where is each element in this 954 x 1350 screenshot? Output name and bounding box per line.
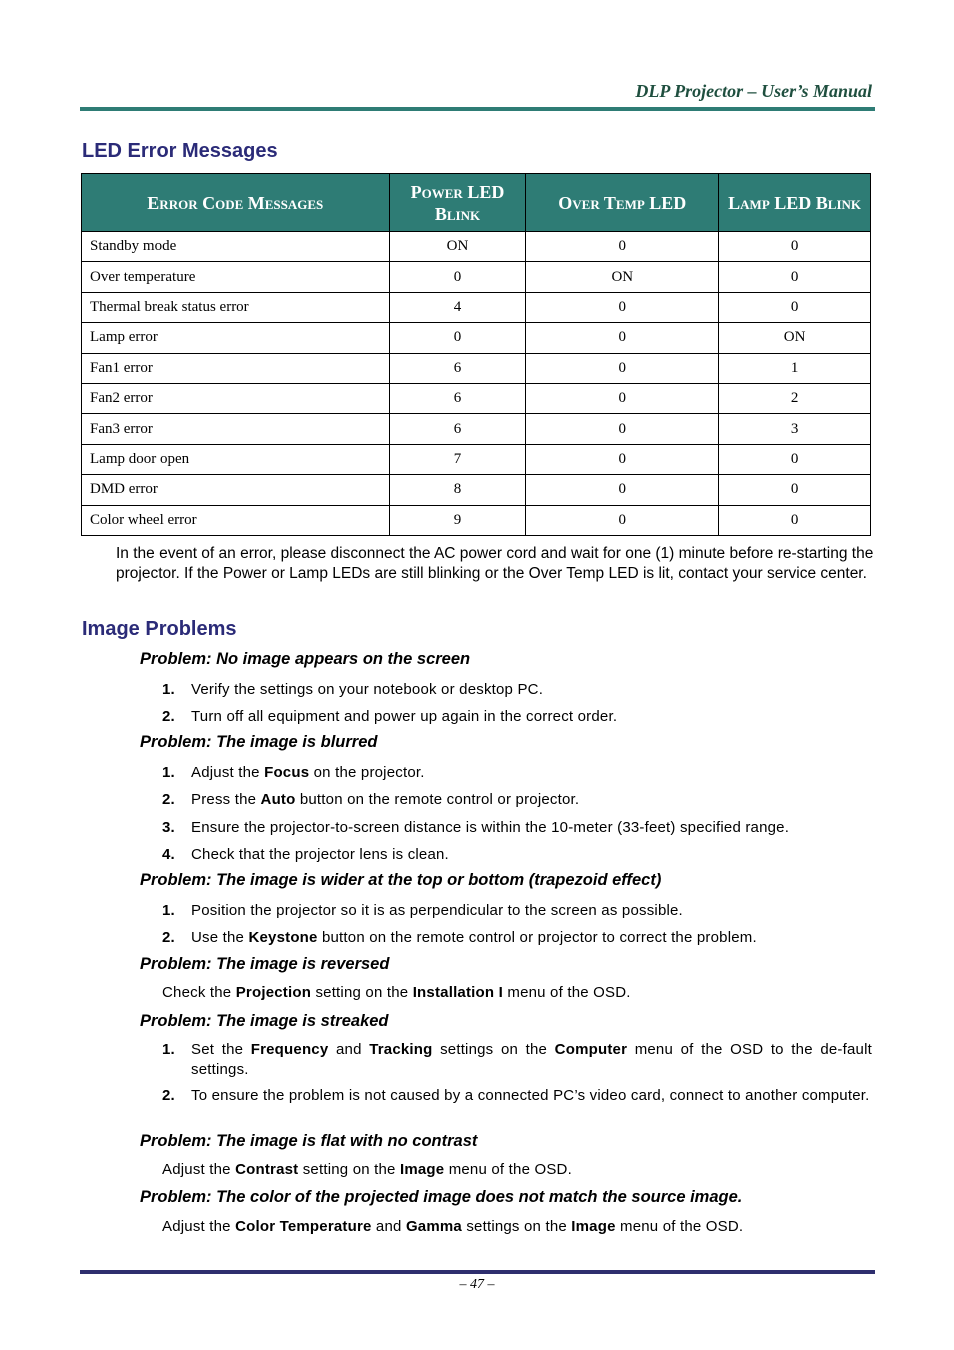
solution-text: Check the Projection setting on the Installation I menu of the OSD.: [162, 984, 631, 1001]
led-value-cell: 0: [389, 262, 526, 292]
led-value-cell: 0: [719, 262, 871, 292]
running-header: DLP Projector – User’s Manual: [635, 81, 872, 101]
term-image: Image: [399, 1161, 445, 1178]
led-value-cell: 0: [526, 323, 719, 353]
term-image: Image: [571, 1218, 616, 1235]
led-value-cell: 4: [389, 292, 526, 322]
error-name-cell: Fan2 error: [82, 383, 390, 413]
error-name-cell: Fan3 error: [82, 414, 390, 444]
problem-heading: Problem: The image is reversed: [140, 955, 390, 973]
list-number: 3.: [162, 819, 175, 836]
led-value-cell: 1: [719, 353, 871, 383]
led-value-cell: 0: [719, 475, 871, 505]
term-keystone: Keystone: [248, 929, 318, 946]
led-value-cell: 0: [526, 232, 719, 262]
list-number: 1.: [162, 681, 175, 698]
col-header-over-temp: Over Temp LED: [526, 174, 719, 232]
solution-text: Adjust the Color Temperature and Gamma settings on the Image menu of the OSD.: [162, 1218, 744, 1235]
led-value-cell: 0: [719, 505, 871, 535]
led-error-table: [81, 173, 871, 536]
led-value-cell: 6: [389, 383, 526, 413]
led-value-cell: 0: [719, 232, 871, 262]
error-name-cell: Fan1 error: [82, 353, 390, 383]
list-text: Ensure the projector-to-screen distance is within the 10-meter (33-feet) specified range.: [191, 819, 790, 836]
term-gamma: Gamma: [405, 1218, 462, 1235]
led-value-cell: 0: [526, 475, 719, 505]
error-name-cell: DMD error: [82, 475, 390, 505]
list-text: Turn off all equipment and power up again in the correct order.: [191, 708, 618, 725]
col-header-error-code: Error Code Messages: [82, 174, 390, 232]
list-text: Position the projector so it is as perpendicular to the screen as possible.: [191, 902, 683, 919]
term-tracking: Tracking: [369, 1041, 433, 1058]
led-value-cell: 0: [526, 353, 719, 383]
problem-heading: Problem: No image appears on the screen: [140, 650, 471, 668]
error-name-cell: Standby mode: [82, 232, 390, 262]
list-number: 2.: [162, 929, 175, 946]
header-rule: [80, 107, 875, 111]
list-number: 1.: [162, 1041, 175, 1058]
problem-heading: Problem: The image is blurred: [140, 733, 378, 751]
list-number: 2.: [162, 791, 175, 808]
term-contrast: Contrast: [235, 1161, 299, 1178]
list-text: Use the Keystone button on the remote control or projector to correct the problem.: [191, 929, 757, 946]
table-row: [82, 414, 871, 444]
led-value-cell: 8: [389, 475, 526, 505]
led-value-cell: 0: [389, 323, 526, 353]
led-value-cell: ON: [526, 262, 719, 292]
error-name-cell: Thermal break status error: [82, 292, 390, 322]
list-number: 2.: [162, 1087, 175, 1104]
led-value-cell: 0: [719, 292, 871, 322]
led-value-cell: ON: [389, 232, 526, 262]
table-row: [82, 383, 871, 413]
term-auto: Auto: [260, 791, 296, 808]
term-projection: Projection: [235, 984, 312, 1001]
led-value-cell: 0: [526, 505, 719, 535]
problem-heading: Problem: The image is wider at the top or bottom (trapezoid effect): [140, 871, 662, 889]
page-number: – 47 –: [459, 1277, 495, 1292]
col-header-power-led: Power LED Blink: [389, 174, 526, 232]
error-note: In the event of an error, please disconnect the AC power cord and wait for one (1) minute before re-starting the projector. If the Power or Lamp LEDs are still blinking or the Over Temp LED is lit, contact your service center.: [116, 545, 874, 582]
error-name-cell: Lamp door open: [82, 444, 390, 474]
list-text: Press the Auto button on the remote control or projector.: [191, 791, 580, 808]
list-text: Set the Frequency and Tracking settings on the Computer menu of the OSD to the de-fault settings.: [191, 1041, 872, 1078]
list-text: To ensure the problem is not caused by a connected PC’s video card, connect to another computer.: [191, 1087, 870, 1104]
table-row: [82, 232, 871, 262]
problem-heading: Problem: The color of the projected image does not match the source image.: [140, 1188, 743, 1206]
table-row: [82, 292, 871, 322]
table-row: [82, 444, 871, 474]
table-header-row: [82, 174, 871, 232]
led-value-cell: 6: [389, 353, 526, 383]
led-value-cell: 0: [526, 444, 719, 474]
led-value-cell: 0: [719, 444, 871, 474]
led-value-cell: ON: [719, 323, 871, 353]
led-value-cell: 6: [389, 414, 526, 444]
list-number: 2.: [162, 708, 175, 725]
table-row: [82, 353, 871, 383]
led-value-cell: 0: [526, 292, 719, 322]
solution-text: Adjust the Contrast setting on the Image menu of the OSD.: [162, 1161, 572, 1178]
table-row: [82, 323, 871, 353]
led-value-cell: 0: [526, 414, 719, 444]
error-name-cell: Over temperature: [82, 262, 390, 292]
led-value-cell: 9: [389, 505, 526, 535]
section-title-image-problems: Image Problems: [82, 618, 237, 640]
list-text: Adjust the Focus on the projector.: [191, 764, 425, 781]
table-row: [82, 505, 871, 535]
led-value-cell: 7: [389, 444, 526, 474]
led-value-cell: 3: [719, 414, 871, 444]
term-installation: Installation I: [412, 984, 503, 1001]
col-header-lamp-led: Lamp LED Blink: [719, 174, 871, 232]
list-text: Check that the projector lens is clean.: [191, 846, 449, 863]
section-title-led-errors: LED Error Messages: [82, 140, 278, 162]
error-name-cell: Color wheel error: [82, 505, 390, 535]
list-number: 4.: [162, 846, 175, 863]
term-computer: Computer: [554, 1041, 628, 1058]
error-name-cell: Lamp error: [82, 323, 390, 353]
led-value-cell: 2: [719, 383, 871, 413]
list-number: 1.: [162, 902, 175, 919]
led-value-cell: 0: [526, 383, 719, 413]
list-number: 1.: [162, 764, 175, 781]
footer-rule: [80, 1270, 875, 1274]
term-focus: Focus: [264, 764, 310, 781]
term-color-temperature: Color Temperature: [235, 1218, 372, 1235]
table-row: [82, 475, 871, 505]
table-body: [82, 232, 871, 536]
problem-heading: Problem: The image is streaked: [140, 1012, 389, 1030]
problem-heading: Problem: The image is flat with no contrast: [140, 1132, 478, 1150]
table-row: [82, 262, 871, 292]
term-frequency: Frequency: [250, 1041, 329, 1058]
list-text: Verify the settings on your notebook or desktop PC.: [191, 681, 544, 698]
